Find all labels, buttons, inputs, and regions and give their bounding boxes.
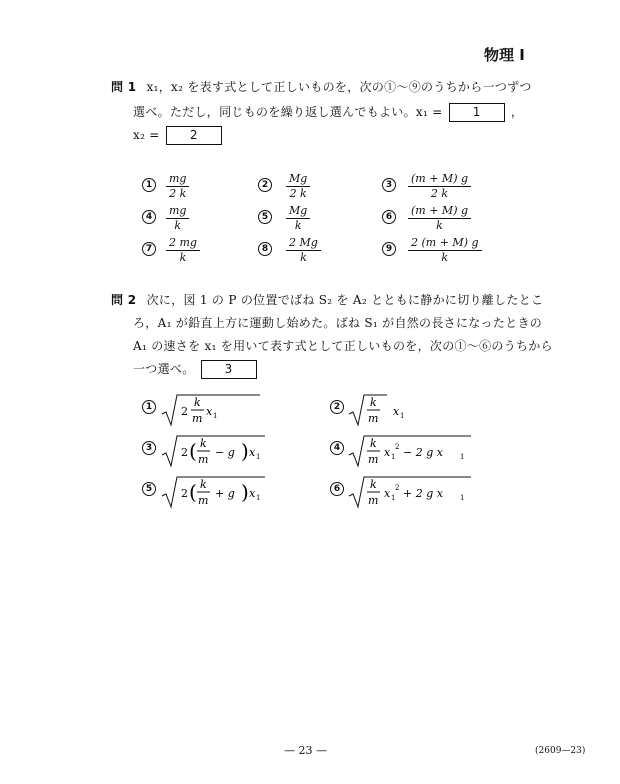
q1-line2-row [133,103,523,122]
fraction-numerator: 2 mg [166,236,200,251]
expr-sub1: 1 [460,494,465,502]
expr-x: x [384,446,391,459]
q1-choice-fraction-7 [166,236,200,265]
expr-k: k [200,437,207,450]
expr-m: m [192,412,203,425]
answer-box-1[interactable]: 1 [449,103,505,122]
expr-m: m [198,494,209,507]
expr-two: 2 [181,446,188,459]
q1-line2: 選べ。ただし，同じものを繰り返し選んでもよい。x₁ = [133,105,443,119]
q1-choice-fraction-6 [408,204,471,233]
expr-x: x [249,487,256,500]
q1-choice-number-7[interactable]: 7 [142,242,156,256]
q2-choice-number-4[interactable]: 4 [330,441,344,455]
expr-sub1: 1 [391,494,396,502]
q1-choice-fraction-9 [408,236,482,265]
fraction-denominator: k [294,219,302,232]
expr-k: k [370,478,377,491]
q1-choice-fraction-4 [166,204,189,233]
fraction-denominator: 2 k [289,187,307,200]
q1-line3-row [133,126,224,145]
expr-x: x [384,487,391,500]
fraction-numerator: (m + M) g [408,172,471,187]
expr-minus-2gx: − 2 g x [403,446,443,459]
q2-line1: 次に，図 1 の P の位置でばね S₂ を A₂ とともに静かに切り離したとこ [146,293,544,307]
expr-plus-g: + g [215,487,235,500]
expr-two: 2 [181,487,188,500]
q2-line4-row [133,360,259,379]
fraction-denominator: 2 k [430,187,449,200]
paren-close: ) [241,480,249,504]
fraction-denominator: k [179,251,187,264]
q1-choice-fraction-8 [286,236,321,265]
q2-choice-number-5[interactable]: 5 [142,482,156,496]
q1-line1: x₁，x₂ を表す式として正しいものを，次の①～⑨のうちから一つずつ [146,80,532,94]
q1-choice-fraction-2 [286,172,310,201]
q2-formula-3 [160,433,300,469]
q2-formula-6 [347,474,507,510]
fraction-numerator: 2 (m + M) g [408,236,482,251]
fraction-numerator: (m + M) g [408,204,471,219]
q2-formula-4 [347,433,507,469]
q2-formula-2 [347,392,467,428]
q1-choice-number-5[interactable]: 5 [258,210,272,224]
fraction-numerator: mg [166,204,189,219]
q2-line4: 一つ選べ。 [133,362,195,376]
paren-close: ) [241,439,249,463]
expr-k: k [194,396,201,409]
expr-sub1: 1 [213,412,218,420]
expr-k: k [370,396,377,409]
q2-choice-number-2[interactable]: 2 [330,400,344,414]
answer-box-2[interactable]: 2 [166,126,222,145]
q1-choice-number-1[interactable]: 1 [142,178,156,192]
expr-minus-g: − g [215,446,235,459]
expr-sub1: 1 [256,494,261,502]
q2-choice-number-6[interactable]: 6 [330,482,344,496]
q2-choice-number-3[interactable]: 3 [142,441,156,455]
expr-sub1: 1 [391,453,396,461]
expr-sub1: 1 [256,453,261,461]
expr-k: k [370,437,377,450]
subject-title: 物理 I [484,46,525,64]
q2-formula-1 [160,392,280,428]
expr-sup2: 2 [395,443,400,451]
q1-line3: x₂ = [133,128,160,142]
q2-line3: A₁ の速さを x₁ を用いて表す式として正しいものを，次の①～⑥のうちから [133,339,553,353]
q2-choice-number-1[interactable]: 1 [142,400,156,414]
fraction-numerator: Mg [286,172,310,187]
expr-x: x [206,405,213,418]
q1-comma: ， [510,105,524,119]
q1-choice-number-4[interactable]: 4 [142,210,156,224]
expr-m: m [368,453,379,466]
expr-sub1: 1 [400,412,405,420]
q2-label: 問 2 [111,293,137,307]
q2-formula-5 [160,474,300,510]
fraction-numerator: mg [166,172,189,187]
fraction-numerator: 2 Mg [286,236,321,251]
fraction-denominator: k [436,219,443,232]
q1-label: 問 1 [111,80,137,94]
q2-line2: ろ，A₁ が鉛直上方に運動し始めた。ばね S₁ が自然の長さになったときの [133,316,543,330]
q1-choice-fraction-1 [166,172,189,201]
q1-line1-row [111,78,532,95]
exam-code: (2609—23) [535,746,586,756]
q1-choice-fraction-3 [408,172,471,201]
expr-two: 2 [181,405,188,418]
fraction-denominator: k [441,251,449,264]
fraction-denominator: k [174,219,182,232]
expr-plus-2gx: + 2 g x [403,487,443,500]
q2-line1-row [111,291,543,308]
paren-open: ( [189,439,197,463]
q1-choice-number-9[interactable]: 9 [382,242,396,256]
q1-choice-number-3[interactable]: 3 [382,178,396,192]
fraction-denominator: 2 k [169,187,187,200]
q1-choice-number-2[interactable]: 2 [258,178,272,192]
q1-choice-number-6[interactable]: 6 [382,210,396,224]
expr-sub1: 1 [460,453,465,461]
answer-box-3[interactable]: 3 [201,360,257,379]
expr-k: k [200,478,207,491]
expr-m: m [368,412,379,425]
fraction-denominator: k [300,251,307,264]
page-number: — 23 — [284,744,327,757]
q1-choice-fraction-5 [286,204,310,233]
expr-x: x [393,405,400,418]
expr-m: m [368,494,379,507]
expr-sup2: 2 [395,484,400,492]
fraction-numerator: Mg [286,204,310,219]
paren-open: ( [189,480,197,504]
expr-m: m [198,453,209,466]
expr-x: x [249,446,256,459]
q1-choice-number-8[interactable]: 8 [258,242,272,256]
